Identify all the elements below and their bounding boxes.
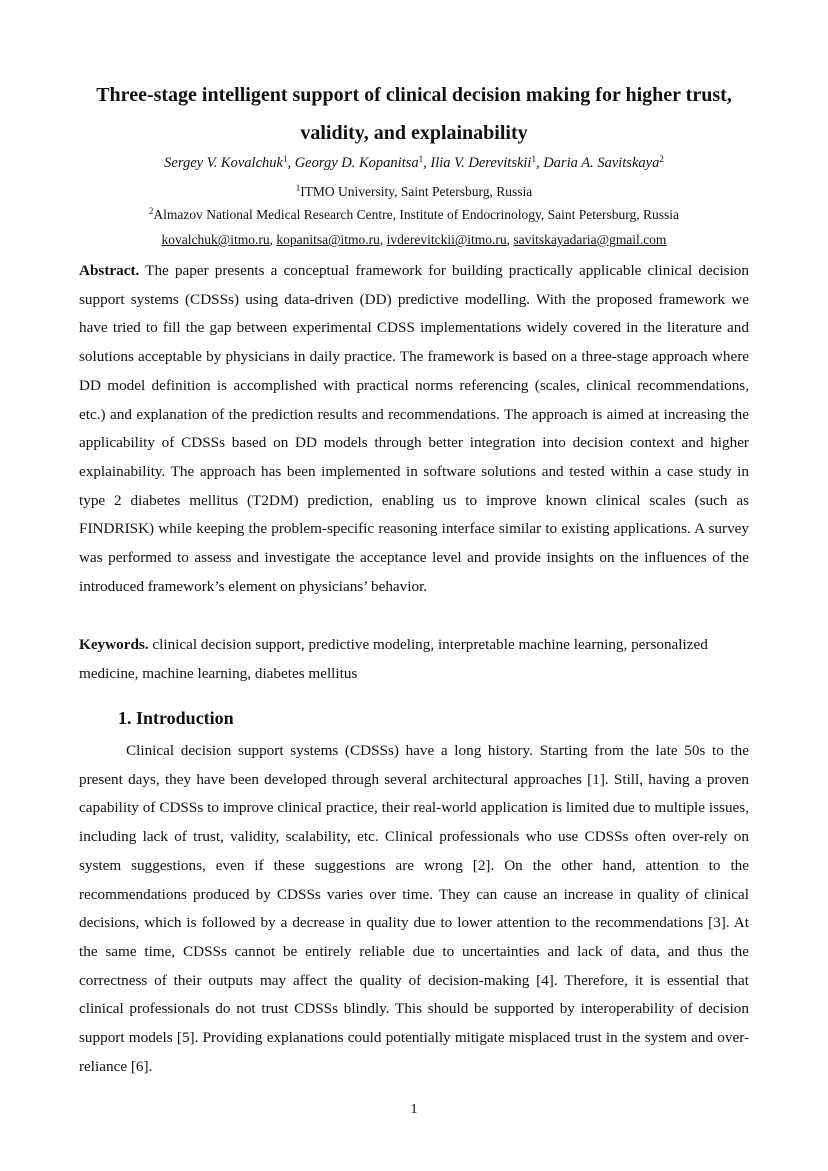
keywords-paragraph — [79, 631, 749, 688]
author-affiliation-mark: 1 — [531, 154, 536, 164]
affiliation-number: 1 — [295, 183, 301, 193]
affiliation-2 — [40, 207, 788, 223]
email-link[interactable]: ivderevitckii@itmo.ru — [386, 232, 507, 247]
author-name: Ilia V. Derevitskii — [430, 155, 532, 171]
section-heading: 1. Introduction — [118, 708, 234, 728]
email-link[interactable]: kovalchuk@itmo.ru — [161, 232, 270, 247]
author-separator: , — [423, 155, 431, 171]
author-entry — [295, 155, 431, 171]
keywords-text: clinical decision support, predictive modeling, interpretable machine learning, personalized medicine, machine learning, diabetes mellitus — [79, 636, 708, 682]
author-name: Sergey V. Kovalchuk — [164, 155, 283, 171]
email-link[interactable]: kopanitsa@itmo.ru — [276, 232, 380, 247]
affiliation-text: ITMO University, Saint Petersburg, Russia — [300, 184, 533, 199]
introduction-paragraph: Clinical decision support systems (CDSSs) have a long history. Starting from the late 50s to the present days, they have been developed through several architectural approaches [1]. Still, having a proven capability of CDSSs to improve clinical practice, their real-world application is limited due to multiple issues, including lack of trust, validity, scalability, etc. Clinical professionals who use CDSSs often over-rely on system suggestions, even if these suggestions are wrong [2]. On the other hand, attention to the recommendations produced by CDSSs varies over time. They can cause an increase in quality of clinical decisions, which is followed by a decrease in quality due to lower attention to the recommendations [3]. At the same time, CDSSs cannot be entirely reliable due to uncertainties and lack of data, and thus the correctness of their outputs may affect the quality of decision-making [4]. Therefore, it is essential that clinical professionals do not trust CDSSs blindly. This should be supported by interoperability of decision support models [5]. Providing explanations could potentially mitigate misplaced trust in the system and over-reliance [6]. — [79, 742, 749, 1075]
keywords-label: Keywords. — [79, 636, 149, 653]
author-entry — [164, 155, 295, 171]
author-affiliation-mark: 2 — [659, 154, 664, 164]
author-affiliation-mark: 1 — [418, 154, 424, 164]
email-separator: , — [506, 232, 514, 247]
author-entry — [543, 155, 664, 171]
email-separator: , — [269, 232, 277, 247]
paper-title: Three-stage intelligent support of clinical decision making for higher trust, validity, and explainability — [96, 84, 732, 144]
affiliation-text: Almazov National Medical Research Centre, Institute of Endocrinology, Saint Petersburg, Russia — [153, 207, 680, 222]
author-separator: , — [535, 155, 544, 171]
affiliation-number: 2 — [148, 206, 154, 216]
abstract-paragraph — [79, 257, 749, 601]
email-link[interactable]: savitskayadaria@gmail.com — [513, 232, 667, 247]
author-name: Georgy D. Kopanitsa — [294, 155, 419, 171]
author-affiliation-mark: 1 — [282, 154, 288, 164]
email-list — [40, 232, 788, 248]
author-separator: , — [287, 155, 295, 171]
affiliation-1 — [40, 184, 788, 200]
abstract-text: The paper presents a conceptual framework for building practically applicable clinical decision support systems (CDSSs) using data-driven (DD) predictive modelling. With the proposed framework we have tried to fill the gap between experimental CDSS implementations widely covered in the literature and solutions acceptable by physicians in daily practice. The framework is based on a three-stage approach where DD model definition is accomplished with practical norms referencing (scales, clinical recommendations, etc.) and explanation of the prediction results and recommendations. The approach is aimed at increasing the applicability of CDSSs based on DD models through better integration into decision context and higher explainability. The approach has been implemented in software solutions and tested within a case study in type 2 diabetes mellitus (T2DM) prediction, enabling us to improve known clinical scales (such as FINDRISK) while keeping the problem-specific reasoning interface similar to existing applications. A survey was performed to assess and investigate the acceptance level and provide insights on the influences of the introduced framework’s element on physicians’ behavior. — [79, 262, 749, 595]
author-entry — [430, 155, 543, 171]
abstract-label: Abstract. — [79, 262, 140, 279]
author-list — [40, 155, 788, 172]
author-name: Daria A. Savitskaya — [543, 155, 660, 171]
page-number: 1 — [410, 1102, 418, 1117]
email-separator: , — [379, 232, 387, 247]
